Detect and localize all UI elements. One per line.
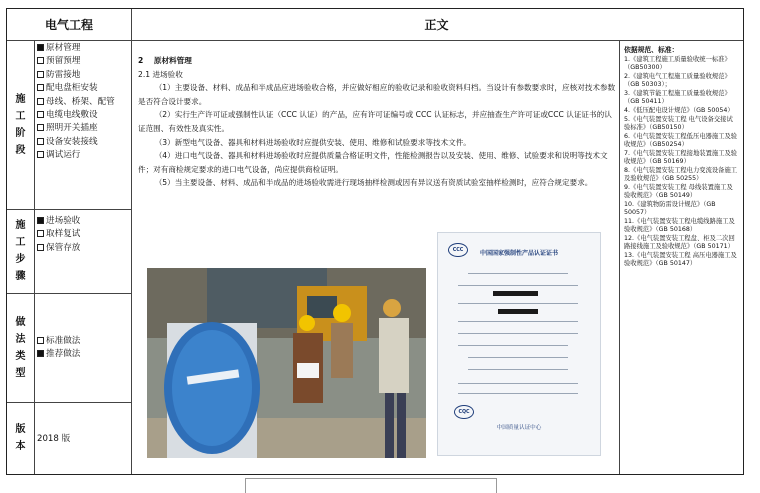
- stage-label: [7, 40, 34, 209]
- column-divider: [619, 40, 620, 474]
- stage-label-char: 段: [15, 144, 26, 156]
- option-label: 保管存放: [46, 242, 81, 253]
- checkbox-checked-icon[interactable]: [37, 350, 44, 357]
- option-label: 标准做法: [46, 336, 81, 346]
- option-label: 配电盘柜安装: [46, 83, 98, 94]
- step-option-acceptance[interactable]: [37, 215, 131, 228]
- site-inspection-photo: [147, 268, 426, 458]
- stage-label-char: 施: [15, 93, 26, 105]
- paragraph: （4）进口电气设备、器具和材料进场验收时应提供质量合格证明文件，性能检测报告以及安装、使用、维修、试验要求和说明等技术文件；对有商检规定要求的进口电气设备，尚应提供商检证明。: [138, 151, 608, 174]
- ccc-certificate-image: [437, 232, 601, 456]
- type-label-char: 做: [15, 316, 26, 328]
- section-number: 2: [138, 56, 144, 65]
- version-label-char: 本: [15, 441, 26, 452]
- stage-label-char: 阶: [15, 127, 26, 139]
- checkbox-icon[interactable]: [37, 138, 44, 145]
- paragraph: （3）新型电气设备、器具和材料进场验收时应提供安装、使用、维修和试验要求等技术文件。: [154, 137, 471, 147]
- option-label: 进场验收: [46, 216, 81, 226]
- reference-item: 6.《电气装置安装工程低压电器施工及验收规范》（GB50254）: [624, 133, 738, 149]
- steps-label-char: 步: [15, 254, 26, 265]
- stage-option-busbar[interactable]: [37, 96, 131, 109]
- reference-item: 4.《低压配电设计规范》（GB 50054）: [624, 107, 734, 115]
- checkbox-icon[interactable]: [37, 71, 44, 78]
- checkbox-icon[interactable]: [37, 111, 44, 118]
- version-label: [7, 402, 34, 474]
- stage-option-materials[interactable]: [37, 42, 131, 55]
- paragraph: （2）实行生产许可证或强制性认证（CCC 认证）的产品，应有许可证编号或 CCC 认证标志，并应抽查生产许可证或CCC 认证证书的认证范围、有效性及真实性。: [138, 110, 612, 133]
- option-label: 预留预埋: [46, 56, 81, 67]
- steps-label-char: 施: [15, 220, 26, 231]
- reference-item: 5.《电气装置安装工程 电气设备交接试验标准》（GB50150）: [624, 116, 733, 132]
- steps-label: [7, 209, 34, 293]
- certificate-issuer: 中国质量认证中心: [496, 425, 542, 431]
- reference-item: 10.《建筑物防雷设计规范》（GB 50057）: [624, 201, 716, 217]
- option-label: 设备安装接线: [46, 136, 98, 147]
- option-label: 推荐做法: [46, 349, 81, 360]
- header-electrical: 电气工程: [44, 18, 93, 32]
- stage-option-lighting[interactable]: [37, 122, 131, 135]
- checkbox-icon[interactable]: [37, 98, 44, 105]
- checkbox-checked-icon[interactable]: [37, 44, 44, 51]
- ccc-mark-icon: CQC: [454, 405, 474, 419]
- checkbox-icon[interactable]: [37, 124, 44, 131]
- reference-item: 12.《电气装置安装工程盘、柜及二次回路接线施工及验收规范》（GB 50171）: [624, 235, 735, 251]
- stage-option-switchgear[interactable]: [37, 82, 131, 95]
- type-label-char: 类: [15, 350, 26, 362]
- option-label: 原材管理: [46, 43, 81, 53]
- option-label: 防雷接地: [46, 69, 81, 80]
- reference-item: 3.《建筑节能工程施工质量验收规范》（GB 50411）: [624, 90, 731, 106]
- reference-item: 2.《建筑电气工程施工质量验收规范》（GB 50303）；: [624, 73, 731, 89]
- option-label: 母线、桥架、配管: [46, 96, 115, 107]
- reference-item: 7.《电气装置安装工程接地装置施工及验收规范》（GB 50169）: [624, 150, 738, 166]
- checkbox-icon[interactable]: [37, 230, 44, 237]
- site-photo-drawing: [147, 268, 426, 458]
- stage-option-commissioning[interactable]: [37, 149, 131, 162]
- footer-frame: [245, 478, 497, 493]
- reference-item: 11.《电气装置安装工程电缆线路施工及验收规范》（GB 50168）: [624, 218, 735, 234]
- stage-options: [34, 40, 131, 209]
- references-heading: 依据规范、标准：: [624, 46, 679, 54]
- main-content: [138, 54, 616, 190]
- stage-option-cable[interactable]: [37, 109, 131, 122]
- subsection-title: 2.1 进场验收: [138, 69, 183, 79]
- version-value: 2018 版: [37, 434, 71, 444]
- reference-item: 9.《电气装置安装工程 母线装置施工及验收规范》（GB 50149）: [624, 184, 733, 200]
- option-label: 调试运行: [46, 150, 81, 161]
- stage-label-char: 工: [15, 110, 26, 122]
- reference-item: 8.《电气装置安装工程电力变流设备施工及验收规范》（GB 50255）: [624, 167, 738, 183]
- version-label-char: 版: [15, 424, 26, 435]
- steps-options: [34, 213, 131, 293]
- step-option-storage[interactable]: [37, 242, 131, 255]
- checkbox-icon[interactable]: [37, 84, 44, 91]
- type-label-char: 法: [15, 333, 26, 345]
- step-option-sampling[interactable]: [37, 228, 131, 241]
- checkbox-icon[interactable]: [37, 337, 44, 344]
- type-option-recommended[interactable]: [37, 348, 131, 361]
- reference-item: 13.《电气装置安装工程 高压电器施工及验收规范》（GB 50147）: [624, 252, 737, 268]
- checkbox-icon[interactable]: [37, 244, 44, 251]
- reference-item: 1.《建筑工程施工质量验收统一标准》（GB50300）: [624, 56, 731, 72]
- paragraph: （1）主要设备、材料、成品和半成品应进场验收合格，并应做好相应的验收记录和验收资料归档。当设计有参数要求时，应核对技术参数是否符合设计要求。: [138, 83, 616, 106]
- type-label-char: 型: [15, 367, 26, 379]
- option-label: 电缆电线敷设: [46, 110, 98, 121]
- certificate-title: 中国国家强制性产品认证证书: [479, 250, 558, 257]
- checkbox-icon[interactable]: [37, 57, 44, 64]
- type-label: [7, 293, 34, 402]
- column-divider: [131, 9, 132, 474]
- ccc-logo-icon: CCC: [448, 243, 468, 257]
- type-option-standard[interactable]: [37, 335, 131, 348]
- steps-label-char: 工: [15, 237, 26, 248]
- stage-option-grounding[interactable]: [37, 69, 131, 82]
- paragraph: （5）当主要设备、材料、成品和半成品的进场验收需进行现场抽样检测或因有异议送有资质试验室抽样检测时，应符合规定要求。: [154, 178, 593, 188]
- option-label: 取样复试: [46, 229, 81, 240]
- type-options: [34, 333, 131, 373]
- header-main-text: 正文: [424, 18, 449, 32]
- section-title: 原材料管理: [153, 56, 192, 65]
- stage-option-embedment[interactable]: [37, 55, 131, 68]
- references-list: [624, 46, 738, 269]
- steps-label-char: 骤: [15, 271, 26, 282]
- checkbox-icon[interactable]: [37, 151, 44, 158]
- stage-option-equipment[interactable]: [37, 136, 131, 149]
- option-label: 照明开关插座: [46, 123, 98, 134]
- checkbox-checked-icon[interactable]: [37, 217, 44, 224]
